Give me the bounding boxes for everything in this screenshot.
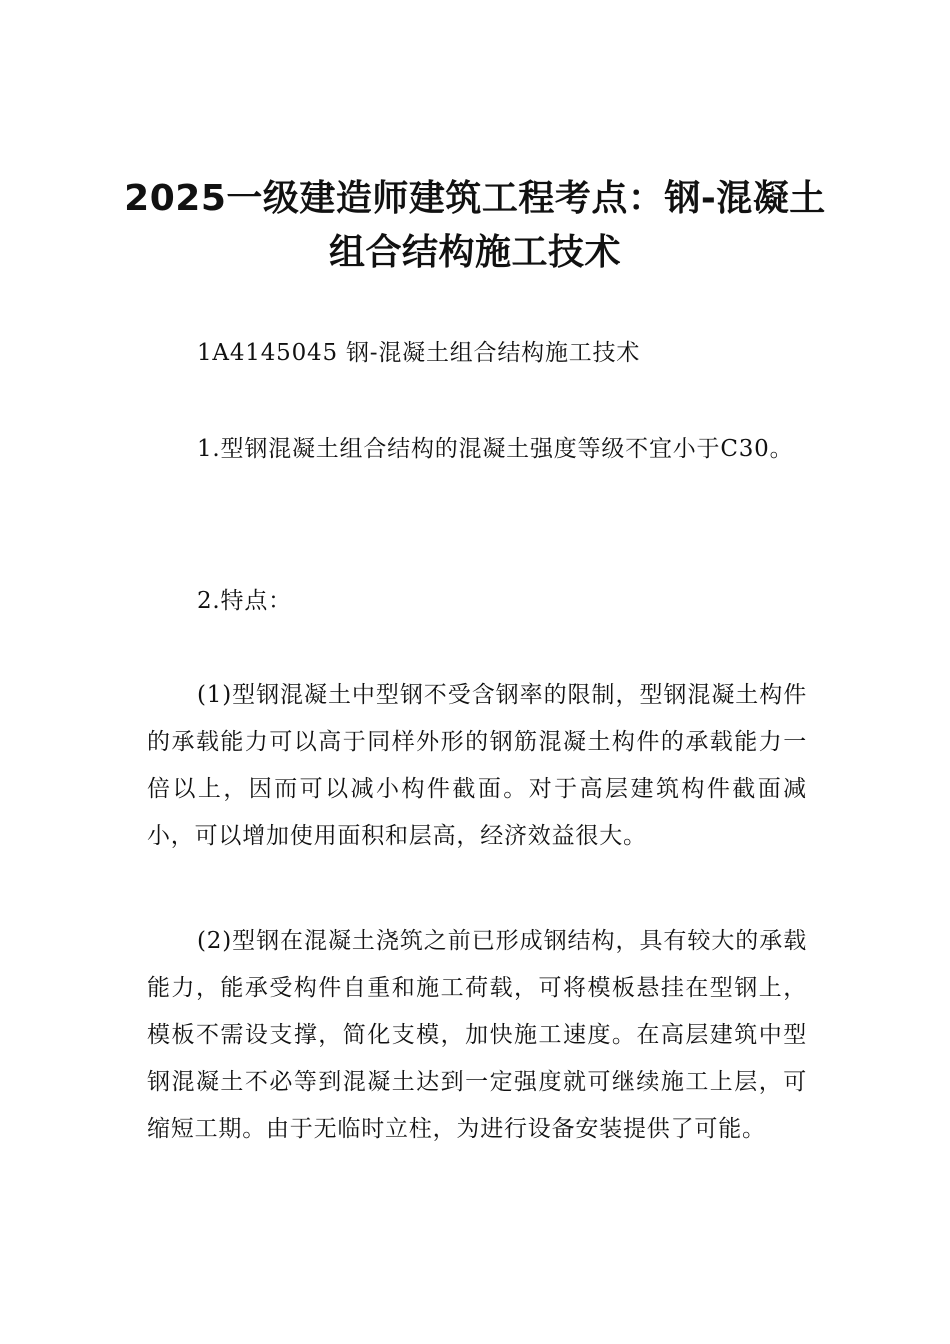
paragraph-feature-2: (2)型钢在混凝土浇筑之前已形成钢结构，具有较大的承载能力，能承受构件自重和施工荷载，可将模板悬挂在型钢上，模板不需设支撑，简化支模，加快施工速度。在高层建筑中型钢混凝土不必等到混凝土达到一定强度就可继续施工上层，可缩短工期。由于无临时立柱，为进行设备安装提供了可能。 — [147, 928, 807, 1142]
section-heading: 1A4145045 钢-混凝土组合结构施工技术 — [197, 340, 641, 366]
paragraph-feature-1: (1)型钢混凝土中型钢不受含钢率的限制，型钢混凝土构件的承载能力可以高于同样外形的钢筋混凝土构件的承载能力一倍以上，因而可以减小构件截面。对于高层建筑构件截面减小，可以增加使用面积和层高，经济效益很大。 — [147, 682, 807, 849]
document-title: 2025一级建造师建筑工程考点：钢-混凝土组合结构施工技术 — [124, 178, 826, 273]
paragraph-features-heading: 2.特点： — [197, 588, 292, 614]
paragraph-strength-grade: 1.型钢混凝土组合结构的混凝土强度等级不宜小于C30。 — [197, 436, 794, 462]
